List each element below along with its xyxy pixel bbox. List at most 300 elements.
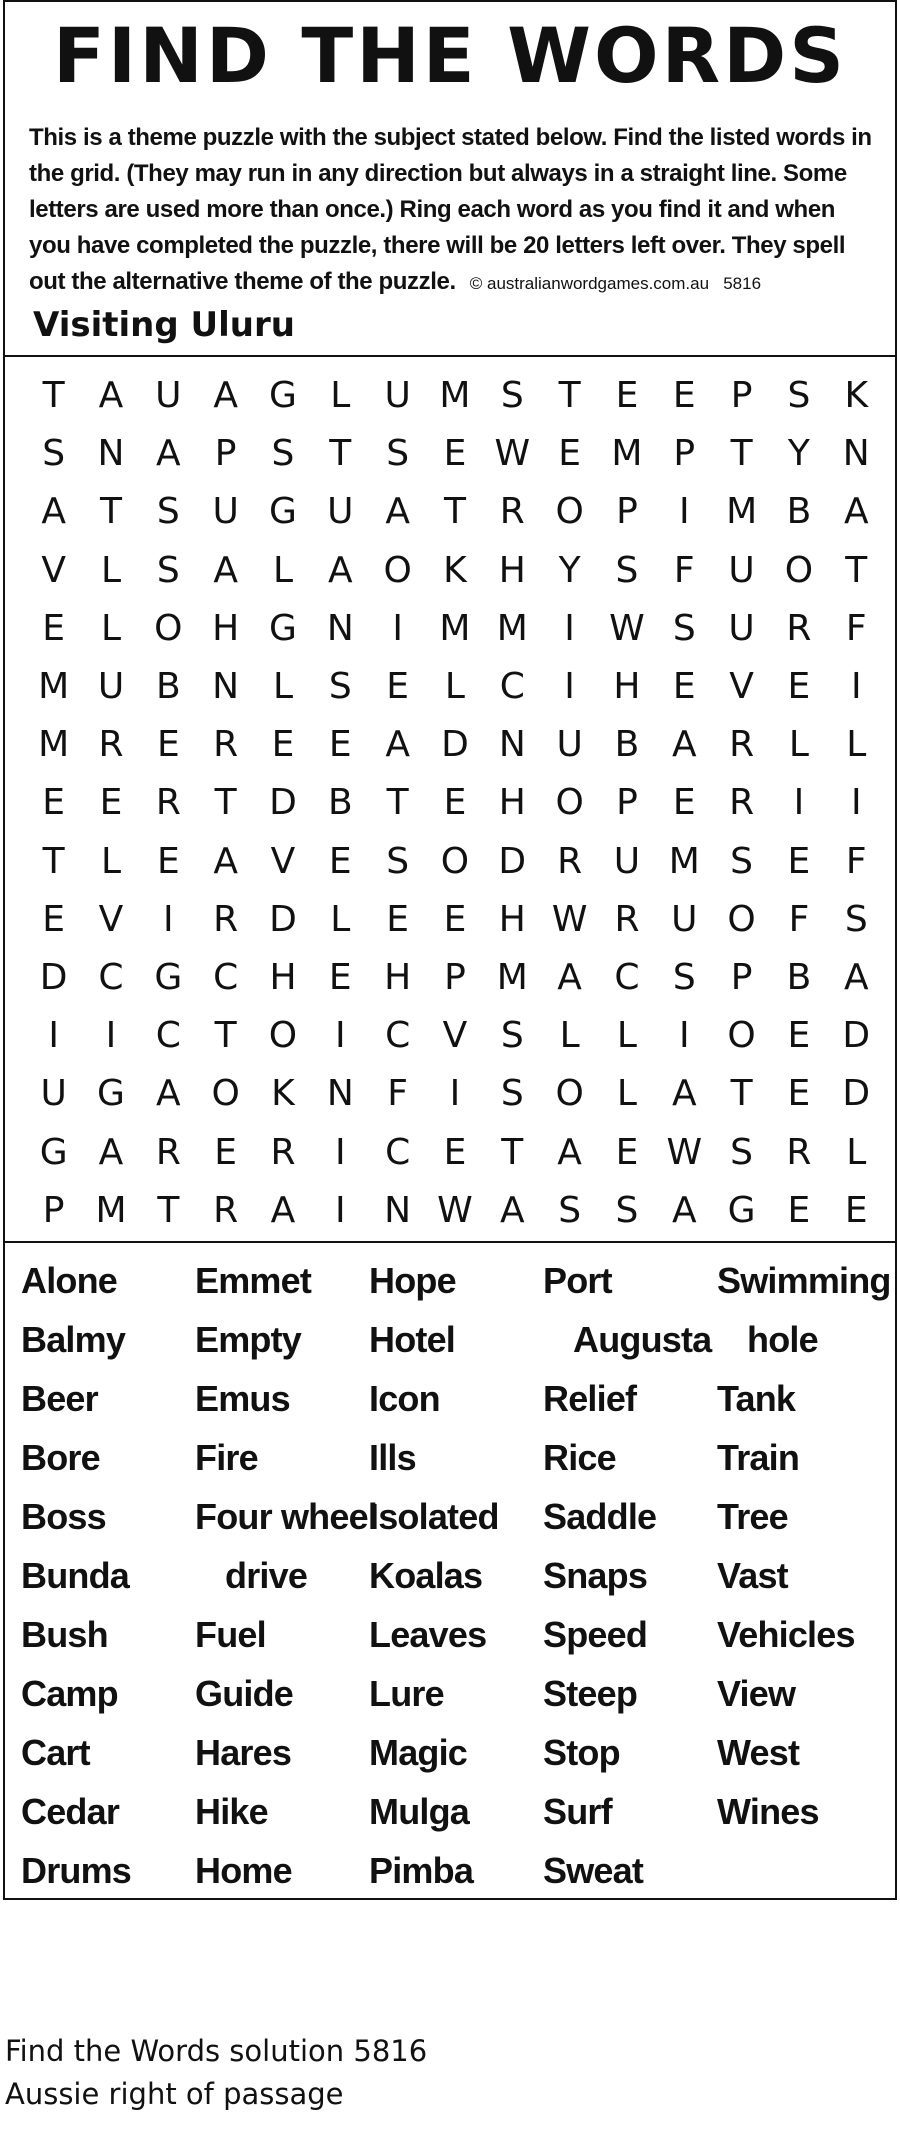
grid-letter[interactable]: T <box>329 433 352 475</box>
grid-letter[interactable]: H <box>498 898 526 940</box>
grid-letter[interactable]: L <box>330 375 351 417</box>
grid-letter[interactable]: D <box>498 840 527 882</box>
word-list-item: Hotel <box>369 1319 456 1360</box>
grid-letter[interactable]: R <box>499 491 525 533</box>
grid-letter[interactable]: L <box>444 666 465 708</box>
grid-letter[interactable]: U <box>384 375 411 417</box>
grid-letter[interactable]: K <box>443 549 467 591</box>
grid-letter[interactable]: D <box>269 782 297 824</box>
grid-letter[interactable]: S <box>730 840 754 882</box>
grid-letter[interactable]: O <box>555 491 584 533</box>
grid-letter[interactable]: H <box>498 549 526 591</box>
grid-letter[interactable]: D <box>39 956 68 998</box>
grid-letter[interactable]: M <box>611 433 643 475</box>
grid-letter[interactable]: I <box>678 491 690 533</box>
grid-letter[interactable]: E <box>328 840 352 882</box>
grid-letter[interactable]: R <box>155 782 181 824</box>
grid-letter[interactable]: A <box>98 1131 124 1173</box>
grid-letter[interactable]: I <box>334 1189 346 1231</box>
grid-letter[interactable]: A <box>385 491 410 533</box>
word-list-item: hole <box>747 1319 818 1360</box>
puzzle-number: 5816 <box>723 274 762 293</box>
grid-letter[interactable]: L <box>100 840 122 882</box>
grid-letter[interactable]: E <box>156 840 180 882</box>
grid-letter[interactable]: Y <box>558 549 581 591</box>
word-list-item: View <box>717 1673 796 1714</box>
grid-letter[interactable]: G <box>269 607 297 649</box>
word-list <box>5 1243 895 1900</box>
grid-letter[interactable]: N <box>842 433 870 475</box>
word-list-item: Home <box>195 1850 292 1891</box>
grid-letter[interactable]: L <box>788 724 809 766</box>
grid-letter[interactable]: Y <box>787 433 810 475</box>
grid-letter[interactable]: I <box>105 1015 117 1057</box>
grid-letter[interactable]: C <box>385 1015 411 1057</box>
grid-letter[interactable]: I <box>850 666 862 708</box>
grid-letter[interactable]: T <box>42 840 65 882</box>
puzzle-instructions <box>29 120 877 302</box>
word-list-item: Cart <box>21 1732 90 1773</box>
grid-letter[interactable]: T <box>157 1189 180 1231</box>
grid-letter[interactable]: L <box>616 1073 637 1115</box>
grid-letter[interactable]: S <box>500 1015 524 1057</box>
grid-row <box>25 1182 885 1240</box>
grid-letter[interactable]: L <box>272 666 293 708</box>
grid-letter[interactable]: L <box>100 607 122 649</box>
grid-letter[interactable]: U <box>728 549 755 591</box>
word-list-item: Alone <box>21 1260 118 1301</box>
puzzle-theme: Visiting Uluru <box>33 305 295 345</box>
grid-letter[interactable]: I <box>449 1073 461 1115</box>
word-list-item: Magic <box>369 1732 468 1773</box>
word-list-item: Emmet <box>195 1260 312 1301</box>
grid-letter[interactable]: D <box>842 1073 871 1115</box>
grid-letter[interactable]: S <box>42 433 66 475</box>
grid-letter[interactable]: E <box>787 1189 811 1231</box>
grid-letter[interactable]: E <box>787 1073 811 1115</box>
grid-letter[interactable]: O <box>784 549 814 591</box>
grid-row <box>25 600 885 658</box>
grid-letter[interactable]: U <box>327 491 354 533</box>
grid-letter[interactable]: N <box>97 433 125 475</box>
grid-letter[interactable]: O <box>440 840 470 882</box>
grid-letter[interactable]: A <box>98 375 124 417</box>
grid-row <box>25 367 885 425</box>
grid-letter[interactable]: L <box>100 549 122 591</box>
grid-letter[interactable]: B <box>155 666 181 708</box>
grid-letter[interactable]: K <box>844 375 869 417</box>
grid-letter[interactable]: A <box>327 549 353 591</box>
word-list-item: Balmy <box>21 1319 126 1360</box>
grid-letter[interactable]: R <box>557 840 583 882</box>
grid-letter[interactable]: E <box>615 1131 639 1173</box>
grid-letter[interactable]: P <box>616 782 638 824</box>
grid-letter[interactable]: N <box>498 724 526 766</box>
grid-letter[interactable]: G <box>154 956 183 998</box>
grid-letter[interactable]: G <box>727 1189 756 1231</box>
grid-letter[interactable]: N <box>212 666 240 708</box>
grid-letter[interactable]: W <box>551 898 588 940</box>
grid-letter[interactable]: O <box>268 1015 298 1057</box>
grid-letter[interactable]: O <box>383 549 412 591</box>
word-list-item: Speed <box>543 1614 648 1655</box>
grid-letter[interactable]: H <box>498 782 526 824</box>
grid-letter[interactable]: T <box>845 549 868 591</box>
word-list-item: Mulga <box>369 1791 469 1832</box>
copyright-site: © australianwordgames.com.au <box>469 274 710 293</box>
grid-letter[interactable]: S <box>328 666 352 708</box>
grid-letter[interactable]: E <box>42 898 66 940</box>
grid-letter[interactable]: A <box>213 840 238 882</box>
grid-letter[interactable]: I <box>334 1131 346 1173</box>
grid-letter[interactable]: M <box>95 1189 127 1231</box>
grid-letter[interactable]: A <box>156 433 181 475</box>
grid-letter[interactable]: U <box>155 375 182 417</box>
grid-letter[interactable]: U <box>556 724 583 766</box>
word-list-item: Hike <box>195 1791 268 1832</box>
grid-letter[interactable]: A <box>213 375 238 417</box>
grid-letter[interactable]: E <box>672 782 696 824</box>
grid-letter[interactable]: E <box>672 666 696 708</box>
grid-letter[interactable]: A <box>843 491 869 533</box>
word-list-item: Hares <box>195 1732 292 1773</box>
grid-letter[interactable]: B <box>327 782 353 824</box>
grid-letter[interactable]: R <box>213 898 239 940</box>
grid-letter[interactable]: T <box>730 1073 753 1115</box>
grid-letter[interactable]: V <box>729 666 754 708</box>
grid-letter[interactable]: T <box>214 1015 237 1057</box>
grid-letter[interactable]: H <box>384 956 412 998</box>
grid-letter[interactable]: O <box>727 1015 756 1057</box>
grid-letter[interactable]: A <box>671 724 697 766</box>
grid-letter[interactable]: I <box>334 1015 346 1057</box>
grid-letter[interactable]: F <box>845 607 867 649</box>
grid-letter[interactable]: S <box>500 1073 524 1115</box>
grid-letter[interactable]: T <box>214 782 237 824</box>
grid-letter[interactable]: I <box>793 782 805 824</box>
grid-letter[interactable]: B <box>786 491 812 533</box>
grid-letter[interactable]: E <box>443 1131 467 1173</box>
grid-letter[interactable]: E <box>558 433 581 475</box>
word-list-item: Vehicles <box>717 1614 855 1655</box>
grid-letter[interactable]: M <box>439 607 471 649</box>
grid-letter[interactable]: R <box>786 1131 812 1173</box>
word-list-item: Fuel <box>195 1614 266 1655</box>
word-list-item: Emus <box>195 1378 290 1419</box>
grid-letter[interactable]: R <box>213 1189 239 1231</box>
grid-letter[interactable]: P <box>673 433 696 475</box>
grid-letter[interactable]: C <box>385 1131 411 1173</box>
word-list-item: Wines <box>717 1791 819 1832</box>
grid-letter[interactable]: E <box>99 782 123 824</box>
grid-letter[interactable]: G <box>269 375 297 417</box>
grid-letter[interactable]: E <box>787 1015 811 1057</box>
grid-letter[interactable]: U <box>671 898 698 940</box>
grid-letter[interactable]: B <box>614 724 640 766</box>
grid-letter[interactable]: O <box>211 1073 240 1115</box>
solution-answer: Aussie right of passage <box>5 2077 344 2111</box>
word-column <box>195 1251 378 1900</box>
grid-letter[interactable]: C <box>499 666 525 708</box>
word-list-item: Swimming <box>717 1260 891 1301</box>
grid-letter[interactable]: V <box>98 898 124 940</box>
grid-letter[interactable]: R <box>155 1131 181 1173</box>
grid-letter[interactable]: S <box>386 433 410 475</box>
grid-row <box>25 542 885 600</box>
grid-letter[interactable]: N <box>326 607 354 649</box>
grid-letter[interactable]: O <box>727 898 756 940</box>
word-column <box>717 1251 891 1900</box>
grid-letter[interactable]: R <box>729 724 755 766</box>
grid-letter[interactable]: E <box>672 375 696 417</box>
grid-row <box>25 949 885 1007</box>
grid-letter[interactable]: E <box>42 782 66 824</box>
letter-grid <box>5 357 895 1243</box>
grid-letter[interactable]: T <box>501 1131 524 1173</box>
word-list-item: Bush <box>21 1614 108 1655</box>
word-list-item: Icon <box>369 1378 440 1419</box>
grid-letter[interactable]: V <box>442 1015 468 1057</box>
grid-letter[interactable]: S <box>156 491 180 533</box>
grid-letter[interactable]: H <box>613 666 641 708</box>
grid-letter[interactable]: O <box>555 782 584 824</box>
grid-letter[interactable]: A <box>671 1189 697 1231</box>
grid-letter[interactable]: L <box>846 724 867 766</box>
word-list-item: Train <box>717 1437 800 1478</box>
grid-letter[interactable]: E <box>271 724 295 766</box>
word-list-item: West <box>717 1732 800 1773</box>
grid-letter[interactable]: R <box>786 607 812 649</box>
grid-letter[interactable]: G <box>269 491 297 533</box>
grid-letter[interactable]: E <box>214 1131 238 1173</box>
grid-letter[interactable]: S <box>844 898 868 940</box>
grid-letter[interactable]: F <box>673 549 695 591</box>
grid-letter[interactable]: E <box>156 724 180 766</box>
grid-letter[interactable]: F <box>845 840 867 882</box>
grid-letter[interactable]: I <box>564 666 575 708</box>
grid-letter[interactable]: M <box>496 956 528 998</box>
grid-letter[interactable]: A <box>671 1073 697 1115</box>
grid-letter[interactable]: I <box>678 1015 690 1057</box>
grid-letter[interactable]: E <box>386 898 409 940</box>
grid-letter[interactable]: A <box>270 1189 296 1231</box>
word-list-item: Ills <box>369 1437 416 1478</box>
grid-letter[interactable]: N <box>326 1073 354 1115</box>
grid-letter[interactable]: R <box>729 782 755 824</box>
word-list-item: Boss <box>21 1496 106 1537</box>
grid-letter[interactable]: F <box>387 1073 408 1115</box>
grid-letter[interactable]: W <box>609 607 645 649</box>
grid-letter[interactable]: S <box>500 375 524 417</box>
word-list-item: Empty <box>195 1319 302 1360</box>
grid-letter[interactable]: D <box>441 724 469 766</box>
word-list-item: Surf <box>543 1791 612 1832</box>
grid-letter[interactable]: O <box>154 607 183 649</box>
grid-letter[interactable]: A <box>385 724 410 766</box>
word-list-item: Tree <box>717 1496 788 1537</box>
grid-row <box>25 425 885 483</box>
grid-letter[interactable]: P <box>616 491 638 533</box>
word-list-item: Port <box>543 1260 612 1301</box>
grid-letter[interactable]: D <box>842 1015 871 1057</box>
grid-row <box>25 1123 885 1181</box>
grid-letter[interactable]: A <box>156 1073 181 1115</box>
grid-letter[interactable]: U <box>212 491 239 533</box>
grid-letter[interactable]: O <box>555 1073 584 1115</box>
grid-letter[interactable]: P <box>730 375 753 417</box>
word-list-item: drive <box>225 1555 308 1596</box>
grid-letter[interactable]: U <box>613 840 641 882</box>
grid-letter[interactable]: I <box>564 607 575 649</box>
grid-letter[interactable]: M <box>668 840 700 882</box>
grid-letter[interactable]: S <box>156 549 180 591</box>
grid-letter[interactable]: M <box>38 724 70 766</box>
word-list-item: Saddle <box>543 1496 657 1537</box>
grid-letter[interactable]: A <box>557 956 582 998</box>
word-list-item: Guide <box>195 1673 294 1714</box>
grid-letter[interactable]: T <box>443 491 466 533</box>
grid-letter[interactable]: F <box>788 898 810 940</box>
grid-letter[interactable]: W <box>666 1131 703 1173</box>
grid-letter[interactable]: S <box>615 1189 639 1231</box>
grid-letter[interactable]: S <box>730 1131 754 1173</box>
word-list-item: Cedar <box>21 1791 120 1832</box>
grid-row <box>25 1007 885 1065</box>
grid-row <box>25 658 885 716</box>
grid-letter[interactable]: R <box>270 1131 296 1173</box>
grid-letter[interactable]: C <box>213 956 239 998</box>
grid-letter[interactable]: T <box>558 375 581 417</box>
grid-letter[interactable]: N <box>384 1189 412 1231</box>
word-column <box>543 1251 717 1900</box>
word-list-item: Koalas <box>369 1555 483 1596</box>
grid-letter[interactable]: R <box>614 898 640 940</box>
word-list-item: Relief <box>543 1378 637 1419</box>
word-column <box>369 1251 543 1900</box>
grid-letter[interactable]: L <box>559 1015 580 1057</box>
grid-letter[interactable]: E <box>443 433 467 475</box>
grid-letter[interactable]: C <box>614 956 640 998</box>
grid-letter[interactable]: E <box>844 1189 868 1231</box>
grid-letter[interactable]: I <box>850 782 862 824</box>
grid-letter[interactable]: I <box>163 898 174 940</box>
grid-letter[interactable]: V <box>270 840 296 882</box>
puzzle-header <box>5 2 895 357</box>
grid-letter[interactable]: L <box>616 1015 637 1057</box>
grid-letter[interactable]: S <box>558 1189 582 1231</box>
grid-row <box>25 1065 885 1123</box>
grid-letter[interactable]: P <box>444 956 466 998</box>
word-list-item: Hope <box>369 1260 456 1301</box>
grid-letter[interactable]: I <box>392 607 403 649</box>
grid-letter[interactable]: E <box>386 666 409 708</box>
grid-letter[interactable]: S <box>672 956 696 998</box>
grid-letter[interactable]: V <box>41 549 66 591</box>
grid-letter[interactable]: C <box>98 956 124 998</box>
grid-letter[interactable]: D <box>269 898 297 940</box>
grid-letter[interactable]: L <box>330 898 351 940</box>
word-list-item: Snaps <box>543 1555 648 1596</box>
grid-letter[interactable]: A <box>213 549 238 591</box>
grid-letter[interactable]: E <box>42 607 66 649</box>
grid-letter[interactable]: T <box>42 375 65 417</box>
grid-letter[interactable]: H <box>269 956 297 998</box>
grid-letter[interactable]: K <box>271 1073 295 1115</box>
word-list-item: Vast <box>717 1555 788 1596</box>
grid-letter[interactable]: E <box>328 956 352 998</box>
word-list-item: Rice <box>543 1437 616 1478</box>
grid-letter[interactable]: L <box>272 549 293 591</box>
grid-letter[interactable]: T <box>386 782 409 824</box>
word-list-item: Tank <box>717 1378 796 1419</box>
grid-letter[interactable]: E <box>328 724 352 766</box>
grid-letter[interactable]: P <box>42 1189 65 1231</box>
grid-letter[interactable]: T <box>730 433 753 475</box>
grid-letter[interactable]: G <box>39 1131 68 1173</box>
grid-row <box>25 833 885 891</box>
grid-letter[interactable]: S <box>271 433 295 475</box>
grid-letter[interactable]: M <box>726 491 758 533</box>
grid-letter[interactable]: E <box>443 898 467 940</box>
grid-letter[interactable]: P <box>214 433 237 475</box>
grid-letter[interactable]: M <box>439 375 471 417</box>
grid-row <box>25 891 885 949</box>
grid-letter[interactable]: S <box>672 607 696 649</box>
grid-letter[interactable]: E <box>787 666 811 708</box>
grid-letter[interactable]: U <box>728 607 755 649</box>
grid-letter[interactable]: M <box>38 666 70 708</box>
grid-letter[interactable]: C <box>155 1015 181 1057</box>
grid-letter[interactable]: P <box>730 956 753 998</box>
grid-letter[interactable]: H <box>212 607 240 649</box>
word-list-item: Camp <box>21 1673 118 1714</box>
grid-letter[interactable]: R <box>98 724 124 766</box>
grid-letter[interactable]: W <box>494 433 531 475</box>
grid-letter[interactable]: S <box>386 840 410 882</box>
grid-letter[interactable]: U <box>97 666 125 708</box>
grid-letter[interactable]: E <box>787 840 811 882</box>
word-list-item: Augusta <box>573 1319 712 1360</box>
grid-letter[interactable]: I <box>48 1015 59 1057</box>
grid-letter[interactable]: A <box>499 1189 525 1231</box>
grid-letter[interactable]: U <box>40 1073 67 1115</box>
word-list-item: Bunda <box>21 1555 129 1596</box>
grid-letter[interactable]: R <box>213 724 239 766</box>
grid-letter[interactable]: T <box>99 491 122 533</box>
grid-row <box>25 483 885 541</box>
grid-letter[interactable]: S <box>787 375 811 417</box>
word-list-item: Sweat <box>543 1850 644 1891</box>
grid-letter[interactable]: B <box>786 956 812 998</box>
grid-letter[interactable]: M <box>496 607 528 649</box>
grid-letter[interactable]: E <box>615 375 639 417</box>
word-list-item: Fire <box>195 1437 258 1478</box>
grid-letter[interactable]: W <box>437 1189 473 1231</box>
word-list-item: Drums <box>21 1850 132 1891</box>
grid-letter[interactable]: A <box>41 491 66 533</box>
grid-row <box>25 774 885 832</box>
word-column <box>21 1251 195 1900</box>
grid-letter[interactable]: A <box>557 1131 582 1173</box>
grid-letter[interactable]: A <box>843 956 869 998</box>
word-list-item: Beer <box>21 1378 98 1419</box>
grid-letter[interactable]: E <box>443 782 467 824</box>
grid-letter[interactable]: S <box>615 549 639 591</box>
grid-letter[interactable]: L <box>846 1131 867 1173</box>
copyright-text <box>470 274 761 293</box>
grid-letter[interactable]: G <box>97 1073 125 1115</box>
word-list-item: Bore <box>21 1437 100 1478</box>
